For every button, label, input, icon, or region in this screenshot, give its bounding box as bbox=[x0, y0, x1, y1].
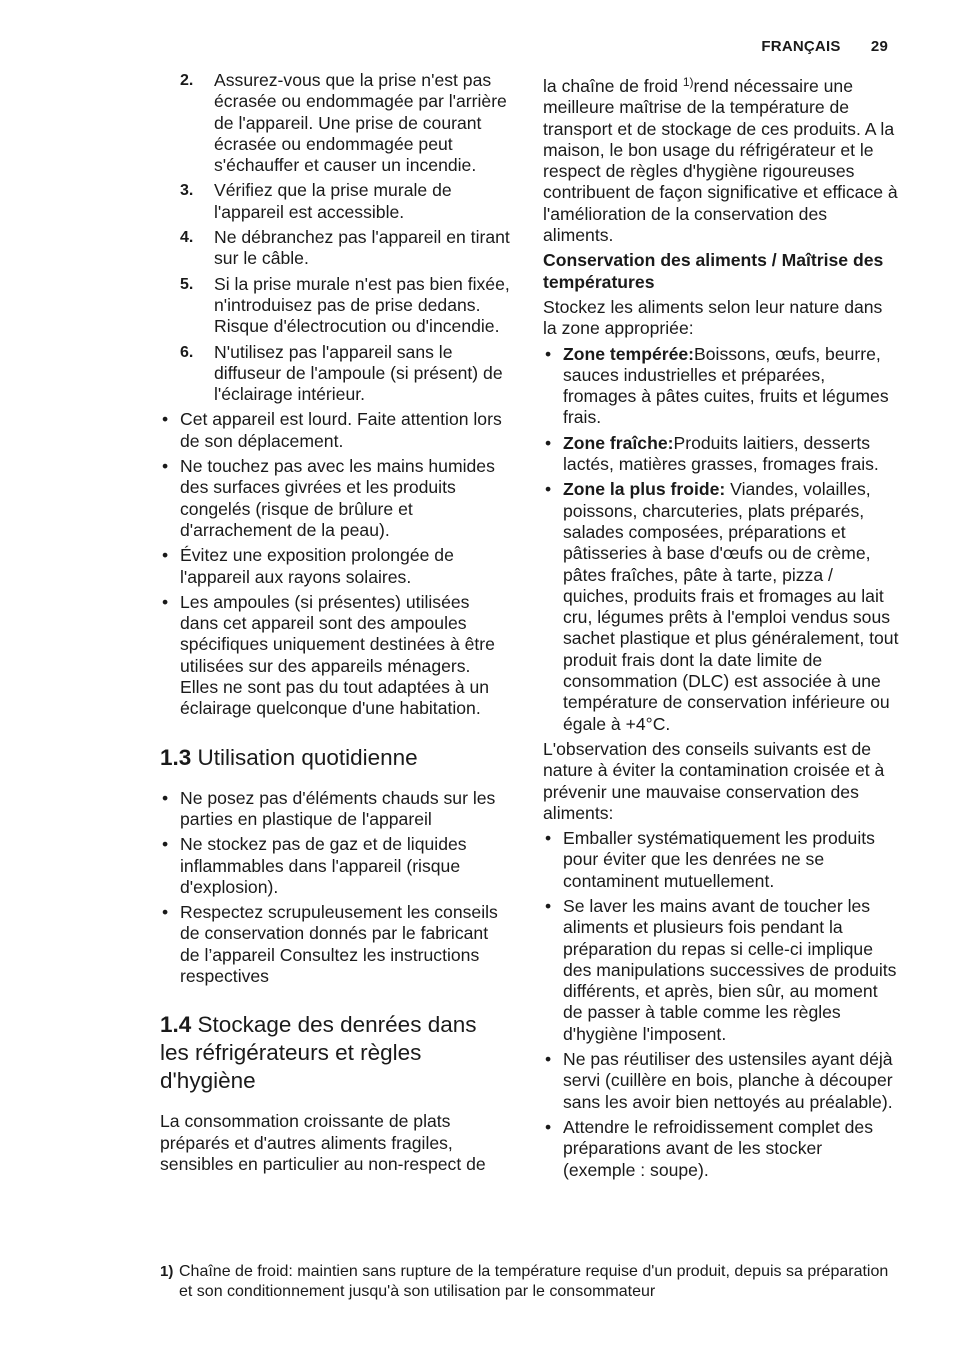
footnote-text: Chaîne de froid: maintien sans rupture de la température requise d'un produit, depuis sa préparation et son conditionnement jusqu'à son utilisation par le consommateur bbox=[179, 1263, 889, 1300]
bullet-item: • Ne touchez pas avec les mains humides des surfaces givrées et les produits congelés (risque de brûlure et d'arrachement de la peau). bbox=[160, 456, 510, 541]
item-number: 2. bbox=[180, 72, 194, 89]
bullet-item: • Ne stockez pas de gaz et de liquides inflammables dans l'appareil (risque d'explosion). bbox=[160, 834, 510, 898]
zone-label: Zone tempérée: bbox=[563, 343, 695, 364]
footnote-mark: 1) bbox=[160, 1263, 174, 1280]
section-intro-paragraph: La consommation croissante de plats préparés et d'autres aliments fragiles, sensibles en particulier au non-respect de bbox=[160, 1111, 486, 1174]
item-text: Si la prise murale n'est pas bien fixée, n'introduisez pas de prise dedans. Risque d'électrocution ou d'incendie. bbox=[214, 273, 510, 337]
subheading: Conservation des aliments / Maîtrise des températures bbox=[543, 250, 884, 292]
zone-label: Zone la plus froide: bbox=[563, 479, 726, 500]
footnote bbox=[160, 1262, 900, 1302]
zone-label: Zone fraîche: bbox=[563, 432, 674, 453]
bullet-item: • Les ampoules (si présentes) utilisées dans cet appareil sont des ampoules spécifiques uniquement destinées à être utilisées sur des appareils ménagers. Elles ne sont pas du tout adaptées à un éclairage quelconque d'une habitation. bbox=[160, 592, 510, 720]
bullet-item: • Évitez une exposition prolongée de l'appareil aux rayons solaires. bbox=[160, 545, 510, 588]
item-text: N'utilisez pas l'appareil sans le diffuseur de l'ampoule (si présent) de l'éclairage intérieur. bbox=[214, 341, 503, 405]
advice-item: • Attendre le refroidissement complet des préparations avant de les stocker (exemple : soupe). bbox=[543, 1117, 899, 1181]
advice-item: • Ne pas réutiliser des ustensiles ayant déjà servi (cuillère en bois, planche à découper sans les avoir bien nettoyés au préalable). bbox=[543, 1049, 899, 1113]
page-number: 29 bbox=[870, 38, 888, 55]
section-heading-1-3 bbox=[160, 744, 510, 772]
item-number: 6. bbox=[180, 343, 194, 361]
item-text: Ne débranchez pas l'appareil en tirant sur le câble. bbox=[214, 227, 510, 269]
footnote-reference: 1) bbox=[682, 75, 694, 89]
section-heading-1-4 bbox=[160, 1011, 510, 1095]
right-column bbox=[543, 76, 899, 1185]
item-number: 3. bbox=[180, 182, 194, 200]
store-intro: Stockez les aliments selon leur nature dans la zone appropriée: bbox=[543, 296, 883, 339]
left-column bbox=[160, 70, 510, 1179]
continuation-paragraph bbox=[543, 76, 899, 246]
zone-item bbox=[543, 344, 899, 429]
numbered-item bbox=[160, 227, 510, 270]
advice-intro: L'observation des conseils suivants est de nature à éviter la contamination croisée et à prévenir une mauvaise conservation des aliments: bbox=[543, 738, 885, 823]
item-text: Vérifiez que la prise murale de l'appareil est accessible. bbox=[214, 180, 452, 222]
advice-item: • Se laver les mains avant de toucher les aliments et plusieurs fois pendant la préparation du repas si celle-ci implique des manipulations successives de produits différents, et après, bien sûr, au moment de passer à table comme les règles d'hygiène l'imposent. bbox=[543, 896, 899, 1045]
bullet-item: • Ne posez pas d'éléments chauds sur les parties en plastique de l'appareil bbox=[160, 788, 510, 831]
page-header bbox=[761, 38, 888, 55]
zone-item bbox=[543, 433, 899, 476]
zone-text: Boissons, œufs, beurre, sauces industrielles et préparées, fromages à pâtes cuites, fruits et légumes frais. bbox=[563, 343, 889, 428]
zone-text: Produits laitiers, desserts lactés, matières grasses, fromages frais. bbox=[563, 432, 879, 475]
item-number: 4. bbox=[180, 229, 194, 247]
continuation-start: la chaîne de froid bbox=[543, 76, 678, 96]
zone-item bbox=[543, 479, 899, 735]
zone-text: Viandes, volailles, poissons, charcuteries, plats préparés, salades composées, préparations et pâtisseries à base d'œufs ou de crème, pâtes fraîches, pâte à tarte, pizza / quiches, produits frais et fromages au lait cru, légumes prêts à l'emploi vendus sous sachet plastique et plus généralement, tout produit frais dont la date limite de consommation (DLC) est associée à une température de conservation inférieure ou égale à +4°C. bbox=[563, 479, 899, 734]
section-title: Stockage des denrées dans les réfrigérateurs et règles d'hygiène bbox=[160, 1012, 477, 1094]
numbered-item bbox=[160, 274, 510, 338]
item-number: 5. bbox=[180, 275, 194, 293]
advice-item: • Emballer systématiquement les produits pour éviter que les denrées ne se contaminent mutuellement. bbox=[543, 828, 899, 892]
section-title: Utilisation quotidienne bbox=[197, 744, 418, 770]
continuation-rest: rend nécessaire une meilleure maîtrise de la température de transport et de stockage de ces produits. A la maison, le bon usage du réfrigérateur et le respect de règles d'hygiène rigoureuses contribuent de façon significative et efficace à l'amélioration de la conservation des aliments. bbox=[543, 76, 898, 246]
language-label: FRANÇAIS bbox=[761, 38, 841, 55]
item-text: Assurez-vous que la prise n'est pas écrasée ou endommagée par l'arrière de l'appareil. Une prise de courant écrasée ou endommagée peut s'échauffer et causer un incendie. bbox=[214, 70, 507, 176]
bullet-item: • Cet appareil est lourd. Faite attention lors de son déplacement. bbox=[160, 409, 510, 452]
section-number: 1.3 bbox=[160, 744, 192, 770]
numbered-item bbox=[160, 342, 510, 406]
section-number: 1.4 bbox=[160, 1012, 192, 1038]
bullet-item: • Respectez scrupuleusement les conseils de conservation donnés par le fabricant de l’appareil Consultez les instructions respectives bbox=[160, 902, 510, 987]
numbered-item bbox=[160, 70, 510, 176]
numbered-item bbox=[160, 180, 510, 223]
